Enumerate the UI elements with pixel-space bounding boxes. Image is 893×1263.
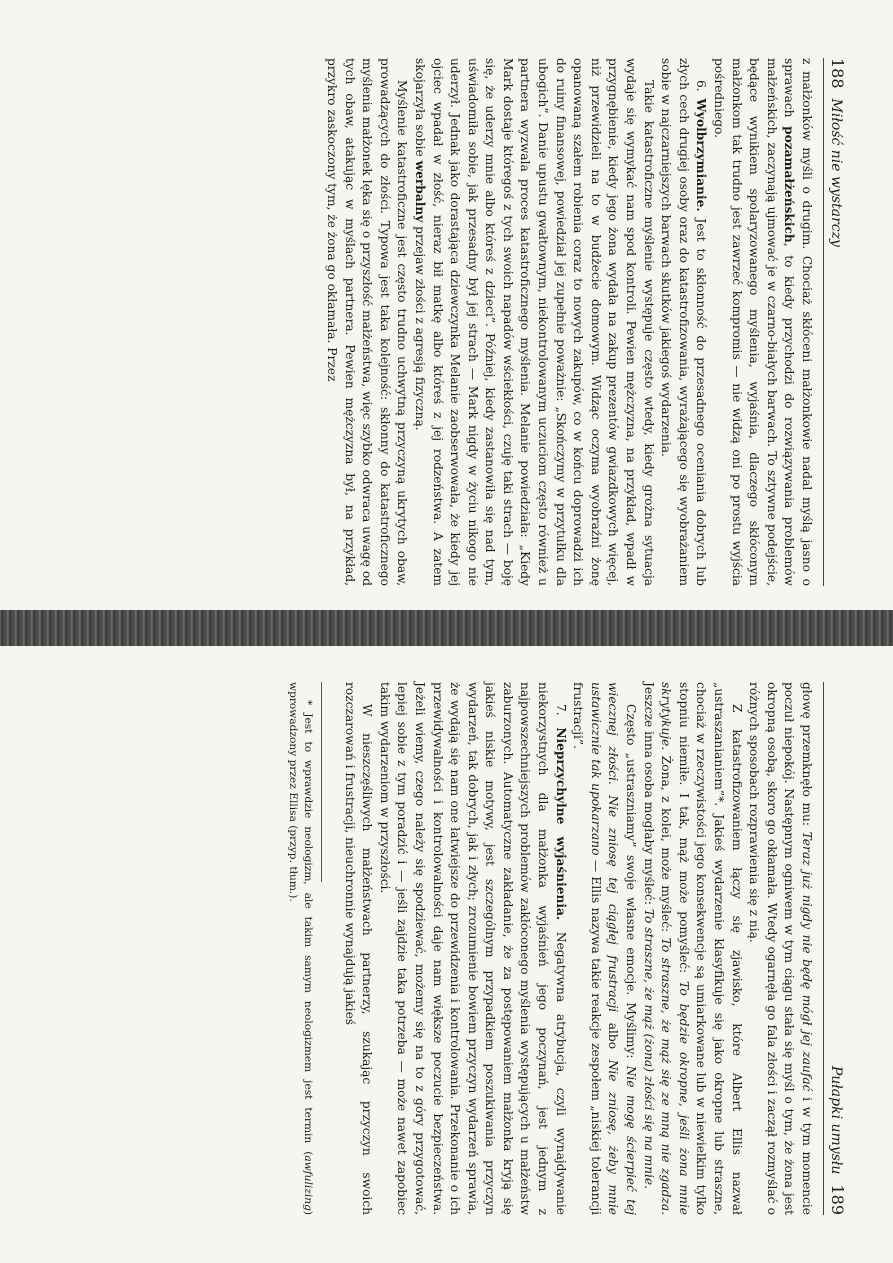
right-paragraph: W nieszczęśliwych małżeństwach partnerzy, szukając przyczyn swoich rozczarowań i frustracji, nieuchronnie wynajdują jakieś — [342, 682, 375, 1215]
running-head-right — [823, 682, 847, 1215]
left-body-text — [322, 58, 815, 586]
right-body-text — [340, 682, 815, 1215]
running-head-left — [823, 58, 847, 586]
footnote-rule — [321, 682, 322, 882]
page-number-left: 188 — [828, 58, 847, 89]
right-paragraph: Często „ustraszniamy” swoje własne emocje. Myślimy: Nie mogę ścierpieć tej wiecznej złości. Nie zniosę tej ciągłej frustracji albo Nie zniosę, żeby mnie ustawicznie tak upokarzano — Ellis nazywa takie reakcje zespołem „niskiej tolerancji frustracji”. — [571, 682, 639, 1215]
right-page — [0, 640, 893, 1263]
left-page — [0, 0, 893, 620]
footnote: * Jest to wprawdzie neologizm, ale takim samym neologizmem jest termin (awfulizing) wprowadzony przez Ellisa (przyp. tłum.). — [286, 682, 314, 1215]
right-paragraph: głowę przemknęło mu: Teraz już nigdy nie będę mógł jej zaufać i w tym momencie poczuł niepokój. Następnym ogniwem w tym ciągu stała się myśl o tym, że żona jest okropną osobą, skoro go okłamała. Wtedy ogarnęła go fala złości i zaczął rozmyślać o różnych sposobach rozprawienia się z nią. — [747, 682, 814, 1215]
running-title-right: Pułapki umysłu — [828, 1065, 844, 1175]
left-paragraph: 6. Wyolbrzymianie. Jest to skłonność do przesadnego oceniania dobrych lub złych cech drugiej osoby oraz do katastrofizowania, wyrażającego się wyobrażaniem sobie w najczarniejszych barwach skutków jakiegoś wydarzenia. — [659, 58, 709, 586]
left-paragraph: z małżonków myśli o drugim. Chociaż skłóceni małżonkowie nadal myślą jasno o sprawach pozamałżeńskich, to kiedy przychodzi do rozwiązywania problemów małżeńskich, zaczynają ujmować je w czarno-białych barwach. To sztywne podejście, będące wynikiem spolaryzowanego myślenia, wyjaśnia, dlaczego skłóconym małżonkom tak trudno jest zawrzeć kompromis — nie widzą oni po prostu wyjścia pośredniego. — [712, 58, 814, 586]
running-title-left: Miłość nie wystarczy — [828, 98, 844, 247]
left-paragraph: Myślenie katastroficzne jest często trudno uchwytną przyczyną ukrytych obaw, prowadzących do złości. Typowa jest taka kolejność: skłonny do katastroficznego myślenia małżonek lęka się o przyszłość małżeństwa, więc szybko odwraca uwagę od tych obaw, atakując w myślach partnera. Pewien mężczyzna był, na przykład, przykro zaskoczony tym, że żona go okłamała. Przez — [324, 58, 410, 586]
page-number-right: 189 — [828, 1184, 847, 1215]
left-paragraph: Takie katastroficzne myślenie występuje często wtedy, kiedy grożna sytuacja wydaje się wymykać nam spod kontroli. Pewien mężczyzna, na przykład, wpadł w przygnębienie, kiedy jego żona wydała na zakup prezentów gwiazdkowych więcej, niż przewidzieli na to w budżecie domowym. Widząc oczyma wyobraźni żonę opanowaną szałem robienia coraz to nowych zakupów, co w końcu doprowadzi ich do ruiny finansowej, powiedział jej zupełnie poważnie: „Skończymy w przytułku dla ubogich”. Danie upustu gwałtownym, niekontrolowanym uczuciom często również u partnera wyzwala proces katastroficznego myślenia. Melanie powiedziała: „Kiedy Mark dostaje któregoś z tych swoich napadów wściekłości, czuję taki strach — boję się, że uderzy mnie albo któreś z dzieci”. Później, kiedy zastanowiła się nad tym, uświadomiła sobie, jak przesadny był jej strach — Mark nigdy w życiu nikogo nie uderzył. Jednak jako dorastająca dziewczynka Melanie zaobserwowała, że kiedy jej ojciec wpadał w złość, nieraz bił matkę albo któreś z jej rodzeństwa. A zatem skojarzyła sobie werbalny przejaw złości z agresją fizyczną. — [412, 58, 656, 586]
right-paragraph: Z katastrofizowaniem łączy się zjawisko, które Albert Ellis nazwał „ustraszanianiem”*. Jakieś wydarzenie klasyfikuje się jako okropne lub straszne, chociaż w rzeczywistości jego konsekwencje są umiarkowane lub w niewielkim tylko stopniu niemiłe. I tak, mąż może pomyśleć: To będzie okropne, jeśli żona mnie skrytykuje. Żona, z kolei, może myśleć: To straszne, że mąż się ze mną nie zgadza. Jeszcze inna osoba mogłaby myśleć: To straszne, że mąż (żona) złości się na mnie. — [641, 682, 744, 1215]
right-paragraph: 7. Nieprzychylne wyjaśnienia. Negatywna atrybucja, czyli wynajdywanie niekorzystnych dla małżonka wyjaśnień jego poczynań, jest jednym z najpowszechniejszych problemów zakłóconego myślenia występujących u małżeństw zaburzonych. Automatyczne zakładanie, że za postępowaniem małżonka kryją się jakieś niskie motywy, jest szczególnym przypadkiem poszukiwania przyczyn wydarzeń, tak dobrych, jak i złych; zrozumienie bowiem przyczyn wydarzeń sprawia, że wydają się nam one łatwiejsze do przewidzenia i kontrolowania. Przekonanie o ich przewidywalności i kontrolowalności daje nam większe poczucie bezpieczeństwa. Jeżeli wiemy, czego należy się spodziewać, możemy się na to z góry przygotować, lepiej sobie z tym poradzić i — jeśli zajdzie taka potrzeba — może nawet zapobiec takim wydarzeniom w przyszłości. — [377, 682, 568, 1215]
